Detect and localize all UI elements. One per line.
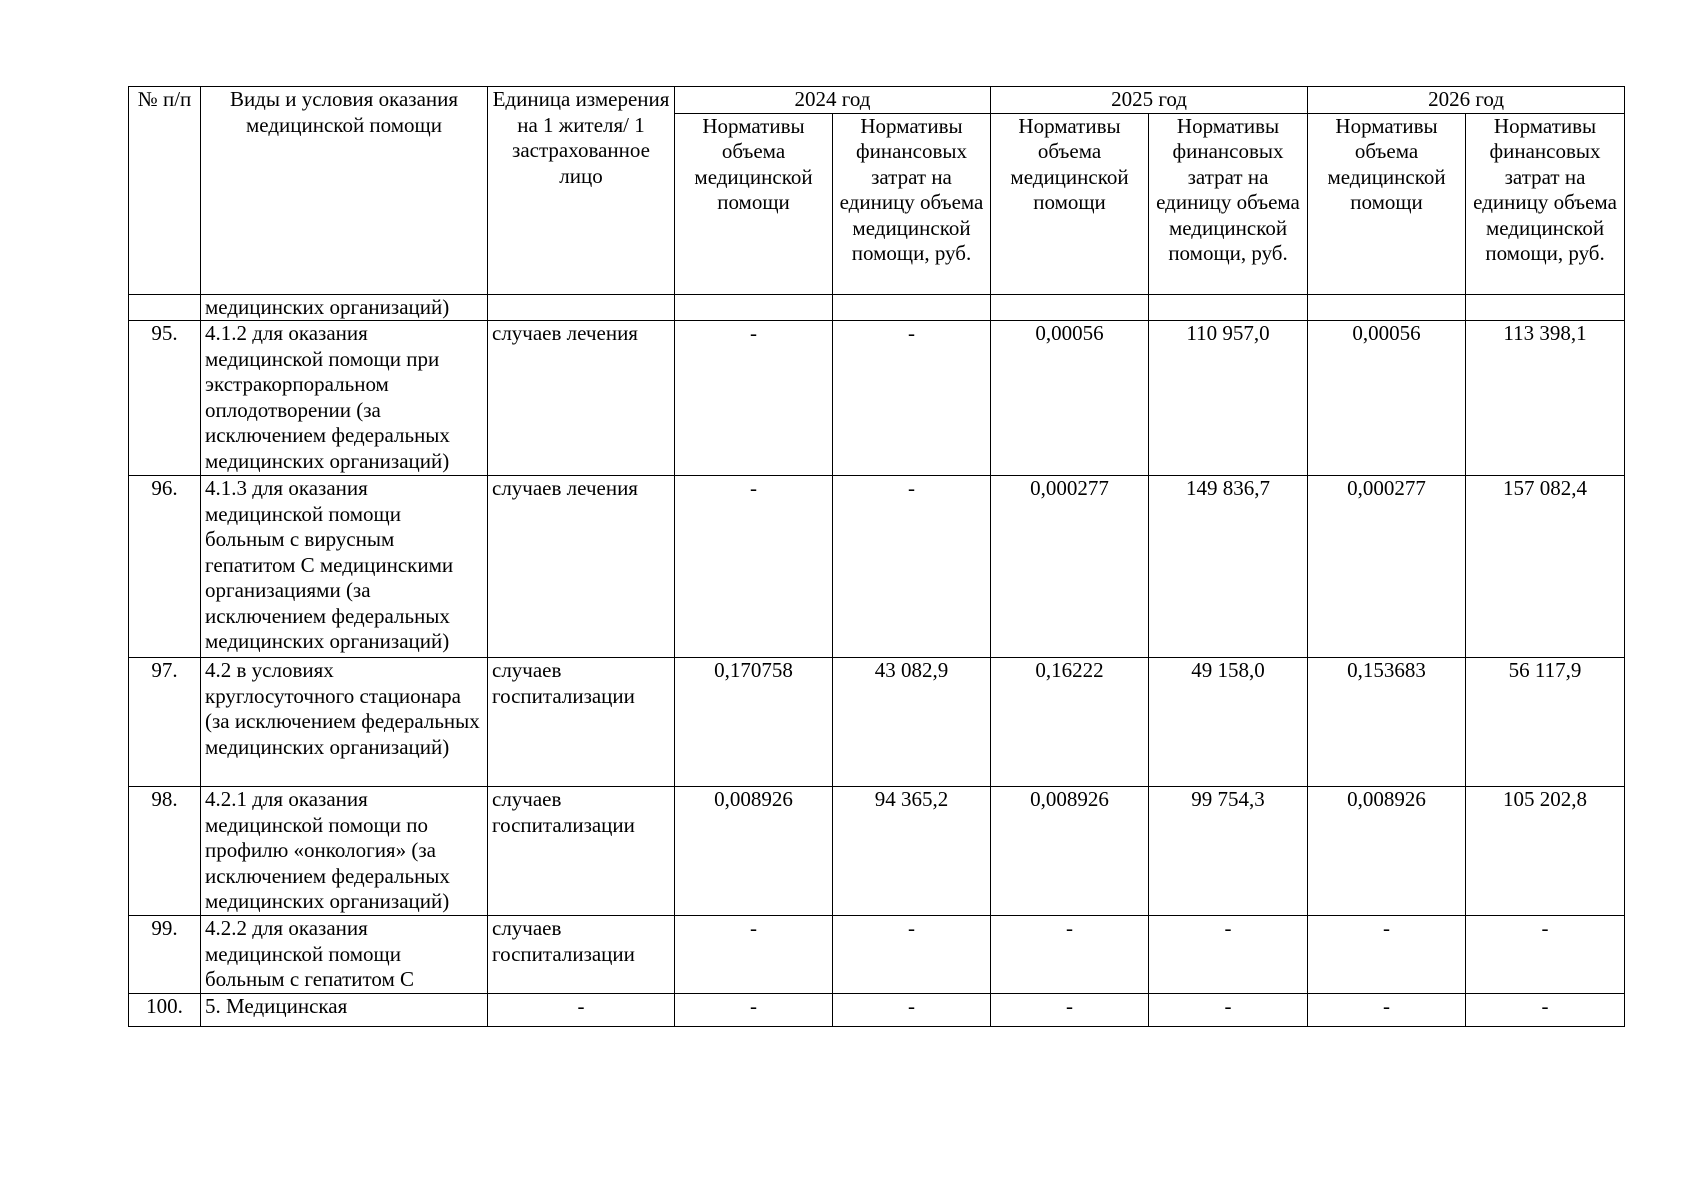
cell-volume-2025: 0,000277 — [991, 476, 1149, 658]
cell-cost-2024: - — [833, 321, 991, 476]
cell-cost-2025: 49 158,0 — [1149, 658, 1308, 787]
cell-type: 4.2.2 для оказания медицинской помощи больным с гепатитом С — [201, 916, 488, 994]
table-row — [129, 476, 1625, 658]
cell-num: 97. — [129, 658, 201, 787]
header-cost-2024: Нормативы финансовых затрат на единицу объема медицинской помощи, руб. — [833, 113, 991, 294]
cell-type: 4.2.1 для оказания медицинской помощи по профилю «онкология» (за исключением федеральных медицинских организаций) — [201, 787, 488, 916]
header-row-years — [129, 87, 1625, 114]
cell-cost-2024: 43 082,9 — [833, 658, 991, 787]
cell-num: 100. — [129, 993, 201, 1026]
cell-unit: случаев госпитализации — [488, 787, 675, 916]
cell-empty — [1308, 294, 1466, 321]
header-unit: Единица измерения на 1 жителя/ 1 застрахованное лицо — [488, 87, 675, 295]
cell-cost-2024: - — [833, 916, 991, 994]
cell-empty — [129, 294, 201, 321]
header-year-2026: 2026 год — [1308, 87, 1625, 114]
cell-cost-2026: - — [1466, 993, 1625, 1026]
cell-cost-2025: - — [1149, 993, 1308, 1026]
cell-volume-2024: 0,170758 — [675, 658, 833, 787]
cell-unit: - — [488, 993, 675, 1026]
cell-empty — [1149, 294, 1308, 321]
cell-volume-2025: 0,00056 — [991, 321, 1149, 476]
cell-cost-2026: 56 117,9 — [1466, 658, 1625, 787]
table-row — [129, 787, 1625, 916]
cell-volume-2024: - — [675, 916, 833, 994]
cell-volume-2026: - — [1308, 916, 1466, 994]
cell-empty — [488, 294, 675, 321]
cell-type: 4.2 в условиях круглосуточного стационара (за исключением федеральных медицинских организаций) — [201, 658, 488, 787]
header-num: № п/п — [129, 87, 201, 295]
cell-cost-2025: 110 957,0 — [1149, 321, 1308, 476]
cell-cost-2026: 113 398,1 — [1466, 321, 1625, 476]
header-cost-2025: Нормативы финансовых затрат на единицу объема медицинской помощи, руб. — [1149, 113, 1308, 294]
header-type: Виды и условия оказания медицинской помощи — [201, 87, 488, 295]
cell-cost-2024: - — [833, 993, 991, 1026]
cell-type: 4.1.3 для оказания медицинской помощи больным с вирусным гепатитом С медицинскими организациями (за исключением федеральных медицинских организаций) — [201, 476, 488, 658]
cell-cost-2025: 149 836,7 — [1149, 476, 1308, 658]
cell-unit: случаев госпитализации — [488, 658, 675, 787]
norms-table — [128, 86, 1625, 1027]
cell-empty — [1466, 294, 1625, 321]
header-volume-2026: Нормативы объема медицинской помощи — [1308, 113, 1466, 294]
cell-type: 5. Медицинская — [201, 993, 488, 1026]
cell-unit: случаев лечения — [488, 476, 675, 658]
cell-num: 95. — [129, 321, 201, 476]
header-volume-2025: Нормативы объема медицинской помощи — [991, 113, 1149, 294]
cell-cost-2026: 157 082,4 — [1466, 476, 1625, 658]
cell-empty — [675, 294, 833, 321]
cell-volume-2025: 0,008926 — [991, 787, 1149, 916]
cell-cost-2024: - — [833, 476, 991, 658]
cell-cost-2025: - — [1149, 916, 1308, 994]
cell-volume-2026: 0,00056 — [1308, 321, 1466, 476]
table-row — [129, 916, 1625, 994]
header-year-2025: 2025 год — [991, 87, 1308, 114]
cell-type: медицинских организаций) — [201, 294, 488, 321]
cell-num: 98. — [129, 787, 201, 916]
cell-volume-2026: - — [1308, 993, 1466, 1026]
table-row — [129, 658, 1625, 787]
header-cost-2026: Нормативы финансовых затрат на единицу объема медицинской помощи, руб. — [1466, 113, 1625, 294]
cell-type: 4.1.2 для оказания медицинской помощи при экстракорпоральном оплодотворении (за исключением федеральных медицинских организаций) — [201, 321, 488, 476]
cell-volume-2024: - — [675, 321, 833, 476]
cell-volume-2024: 0,008926 — [675, 787, 833, 916]
cell-volume-2024: - — [675, 476, 833, 658]
cell-num: 96. — [129, 476, 201, 658]
cell-volume-2025: 0,16222 — [991, 658, 1149, 787]
header-volume-2024: Нормативы объема медицинской помощи — [675, 113, 833, 294]
cell-volume-2025: - — [991, 916, 1149, 994]
cell-empty — [833, 294, 991, 321]
table-row — [129, 993, 1625, 1026]
header-year-2024: 2024 год — [675, 87, 991, 114]
table-row — [129, 321, 1625, 476]
cell-volume-2026: 0,153683 — [1308, 658, 1466, 787]
cell-cost-2025: 99 754,3 — [1149, 787, 1308, 916]
table-row-continuation — [129, 294, 1625, 321]
cell-num: 99. — [129, 916, 201, 994]
cell-volume-2025: - — [991, 993, 1149, 1026]
cell-unit: случаев госпитализации — [488, 916, 675, 994]
cell-volume-2026: 0,008926 — [1308, 787, 1466, 916]
cell-volume-2024: - — [675, 993, 833, 1026]
cell-cost-2024: 94 365,2 — [833, 787, 991, 916]
cell-cost-2026: 105 202,8 — [1466, 787, 1625, 916]
cell-unit: случаев лечения — [488, 321, 675, 476]
cell-volume-2026: 0,000277 — [1308, 476, 1466, 658]
cell-empty — [991, 294, 1149, 321]
cell-cost-2026: - — [1466, 916, 1625, 994]
